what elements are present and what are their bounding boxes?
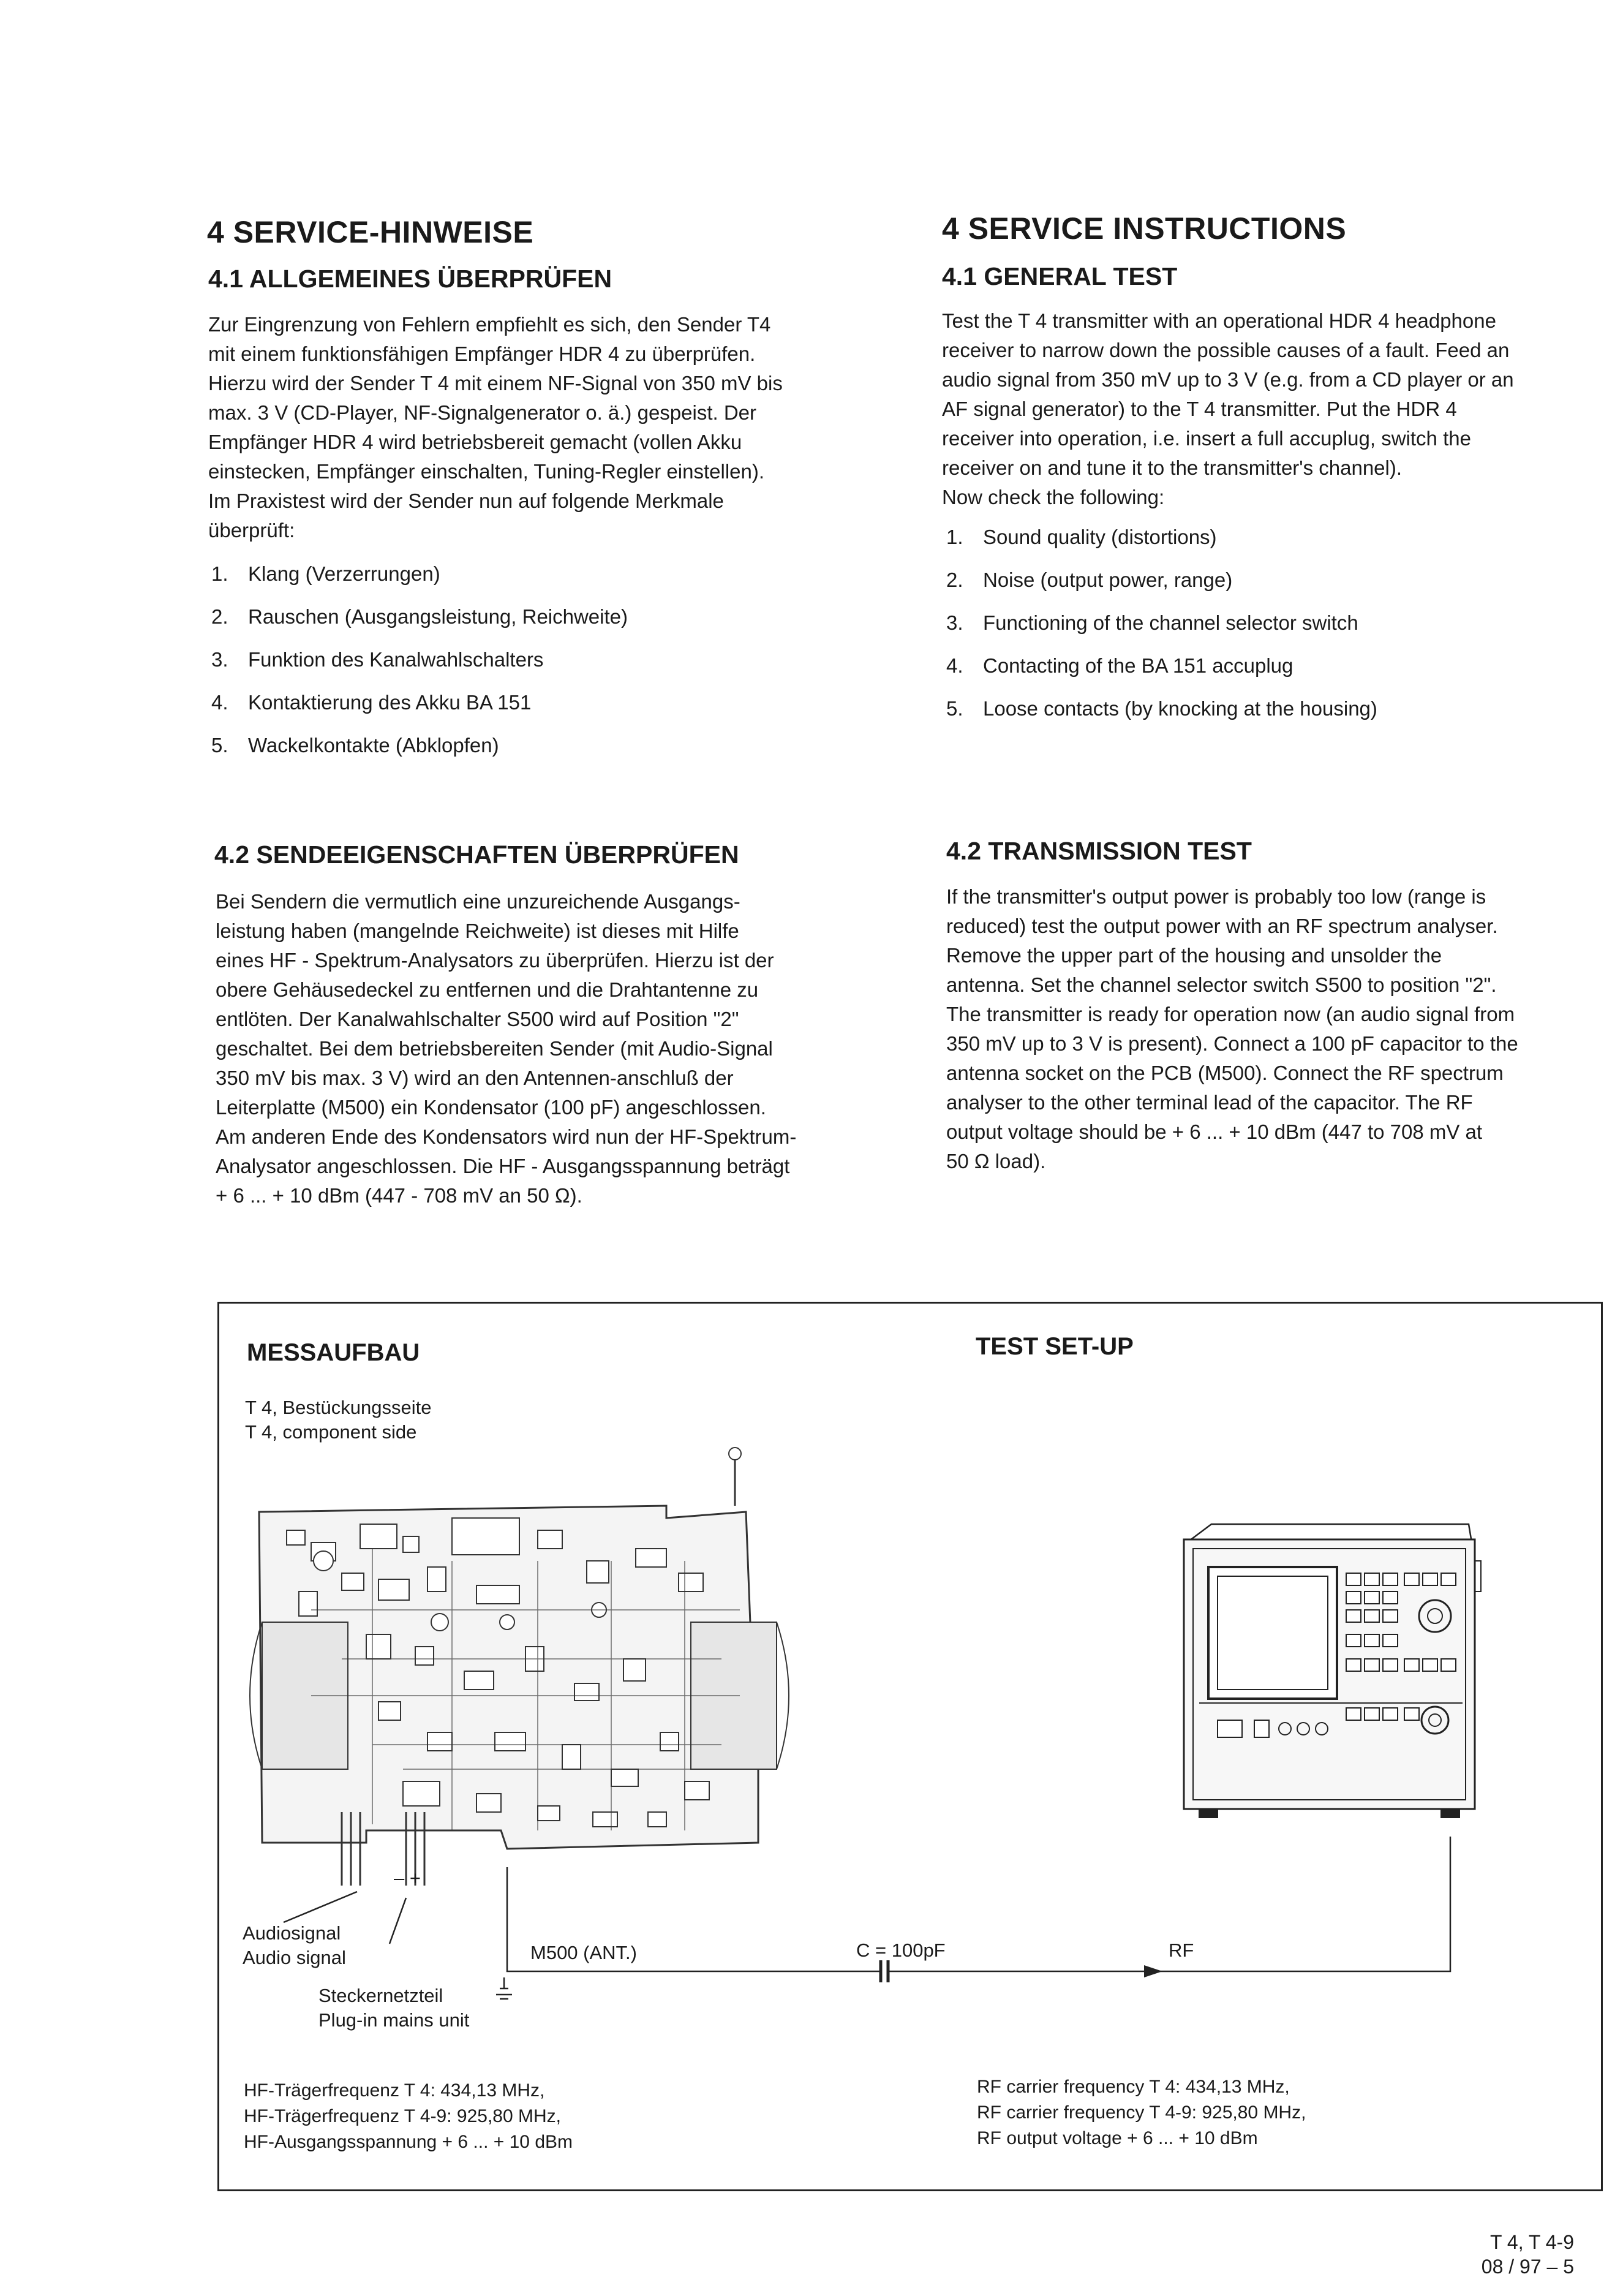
list-item: 1. Sound quality (distortions) [946,526,1217,548]
pcb-caption: T 4, Bestückungsseite T 4, component side [245,1397,432,1443]
list-item: 5. Wackelkontakte (Abklopfen) [211,734,499,757]
subheading-general-test-en: 4.1 GENERAL TEST [942,262,1178,290]
subheading-transmission-en: 4.2 TRANSMISSION TEST [946,837,1252,865]
audio-signal-label: Audiosignal Audio signal [243,1922,346,1968]
list-item: 2. Noise (output power, range) [946,568,1233,591]
paragraph-transmission-de: Bei Sendern die vermutlich eine unzureichende Ausgangs- leistung haben (mangelnde Reichweite) ist dieses mit Hilfe eines HF - Spektrum-Analysators zu überprüfen. Hierzu ist der obere Gehäusedeckel zu entfernen und die Drahtantenne zu entlöten. Der Kanalwahlschalter S500 wird auf Position "2" geschaltet. Bei dem betriebsbereiten Sender (mit Audio-Signal 350 mV bis max. 3 V) wird an den Antennen-anschluß der Leiterplatte (M500) ein Kondensator (100 pF) angeschlossen. Am anderen Ende des Kondensators wird nun der HF-Spektrum- Analysator angeschlossen. Die HF - Ausgangsspannung beträgt + 6 ... + 10 dBm (447 - 708 mV an 50 Ω). [216,890,797,1207]
test-setup-figure [217,1302,1603,2191]
paragraph-transmission-en: If the transmitter's output power is probably too low (range is reduced) test the output power with an RF spectrum analyser. Remove the upper part of the housing and unsolder the antenna. Set the channel selector switch S500 to position "2". The transmitter is ready for operation now (an audio signal from 350 mV up to 3 V is present). Connect a 100 pF capacitor to the antenna socket on the PCB (M500). Connect the RF spectrum analyser to the other terminal lead of the capacitor. The RF output voltage should be + 6 ... + 10 dBm (447 to 708 mV at 50 Ω load). [946,885,1518,1173]
heading-en: 4 SERVICE INSTRUCTIONS [942,211,1347,246]
figure-title-de: MESSAUFBAU [247,1339,420,1366]
rf-arrow-icon [1144,1965,1162,1977]
checklist-de [211,562,628,777]
subheading-general-test-de: 4.1 ALLGEMEINES ÜBERPRÜFEN [208,265,612,293]
footer-model: T 4, T 4-9 [1490,2231,1574,2253]
page-footer [1482,2230,1574,2279]
list-item: 5. Loose contacts (by knocking at the housing) [946,697,1377,720]
spectrum-analyser-illustration [1184,1524,1481,1818]
list-item: 4. Kontaktierung des Akku BA 151 [211,691,532,714]
setup-diagram [219,1304,1601,2189]
heading-de: 4 SERVICE-HINWEISE [207,215,534,249]
footer-date: 08 / 97 – 5 [1481,2256,1574,2278]
capacitor-label: C = 100pF [856,1939,946,1961]
figure-title-en: TEST SET-UP [976,1333,1134,1360]
m500-antenna-label: M500 (ANT.) [530,1942,637,1963]
polarity-label: – + [394,1867,421,1889]
list-item: 1. Klang (Verzerrungen) [211,562,440,585]
checklist-en [946,526,1377,740]
mains-unit-label: Steckernetzteil Plug-in mains unit [318,1985,470,2031]
list-item: 3. Functioning of the channel selector switch [946,611,1358,634]
paragraph-general-test-en: Test the T 4 transmitter with an operational HDR 4 headphone receiver to narrow down the possible causes of a fault. Feed an audio signal from 350 mV up to 3 V (e.g. from a CD player or an AF signal generator) to the T 4 transmitter. Put the HDR 4 receiver into operation, i.e. insert a full accuplug, switch the receiver on and tune it to the transmitter's channel). Now check the following: [942,309,1514,508]
rf-label: RF [1169,1939,1194,1961]
notes-en: RF carrier frequency T 4: 434,13 MHz, RF carrier frequency T 4-9: 925,80 MHz, RF output voltage + 6 ... + 10 dBm [977,2077,1306,2148]
subheading-transmission-de: 4.2 SENDEEIGENSCHAFTEN ÜBERPRÜFEN [214,840,739,869]
list-item: 2. Rauschen (Ausgangsleistung, Reichweite) [211,605,628,628]
list-item: 3. Funktion des Kanalwahlschalters [211,648,544,671]
pcb-illustration [250,1448,789,1886]
notes-de: HF-Trägerfrequenz T 4: 434,13 MHz, HF-Trägerfrequenz T 4-9: 925,80 MHz, HF-Ausgangsspannung + 6 ... + 10 dBm [244,2080,573,2152]
paragraph-general-test-de: Zur Eingrenzung von Fehlern empfiehlt es sich, den Sender T4 mit einem funktionsfähigen Empfänger HDR 4 zu überprüfen. Hierzu wird der Sender T 4 mit einem NF-Signal von 350 mV bis max. 3 V (CD-Player, NF-Signalgenerator o. ä.) gespeist. Der Empfänger HDR 4 wird betriebsbereit gemacht (vollen Akku einstecken, Empfänger einschalten, Tuning-Regler einstellen). Im Praxistest wird der Sender nun auf folgende Merkmale überprüft: [208,313,783,542]
list-item: 4. Contacting of the BA 151 accuplug [946,654,1294,677]
lead-lines [284,1837,1450,1999]
